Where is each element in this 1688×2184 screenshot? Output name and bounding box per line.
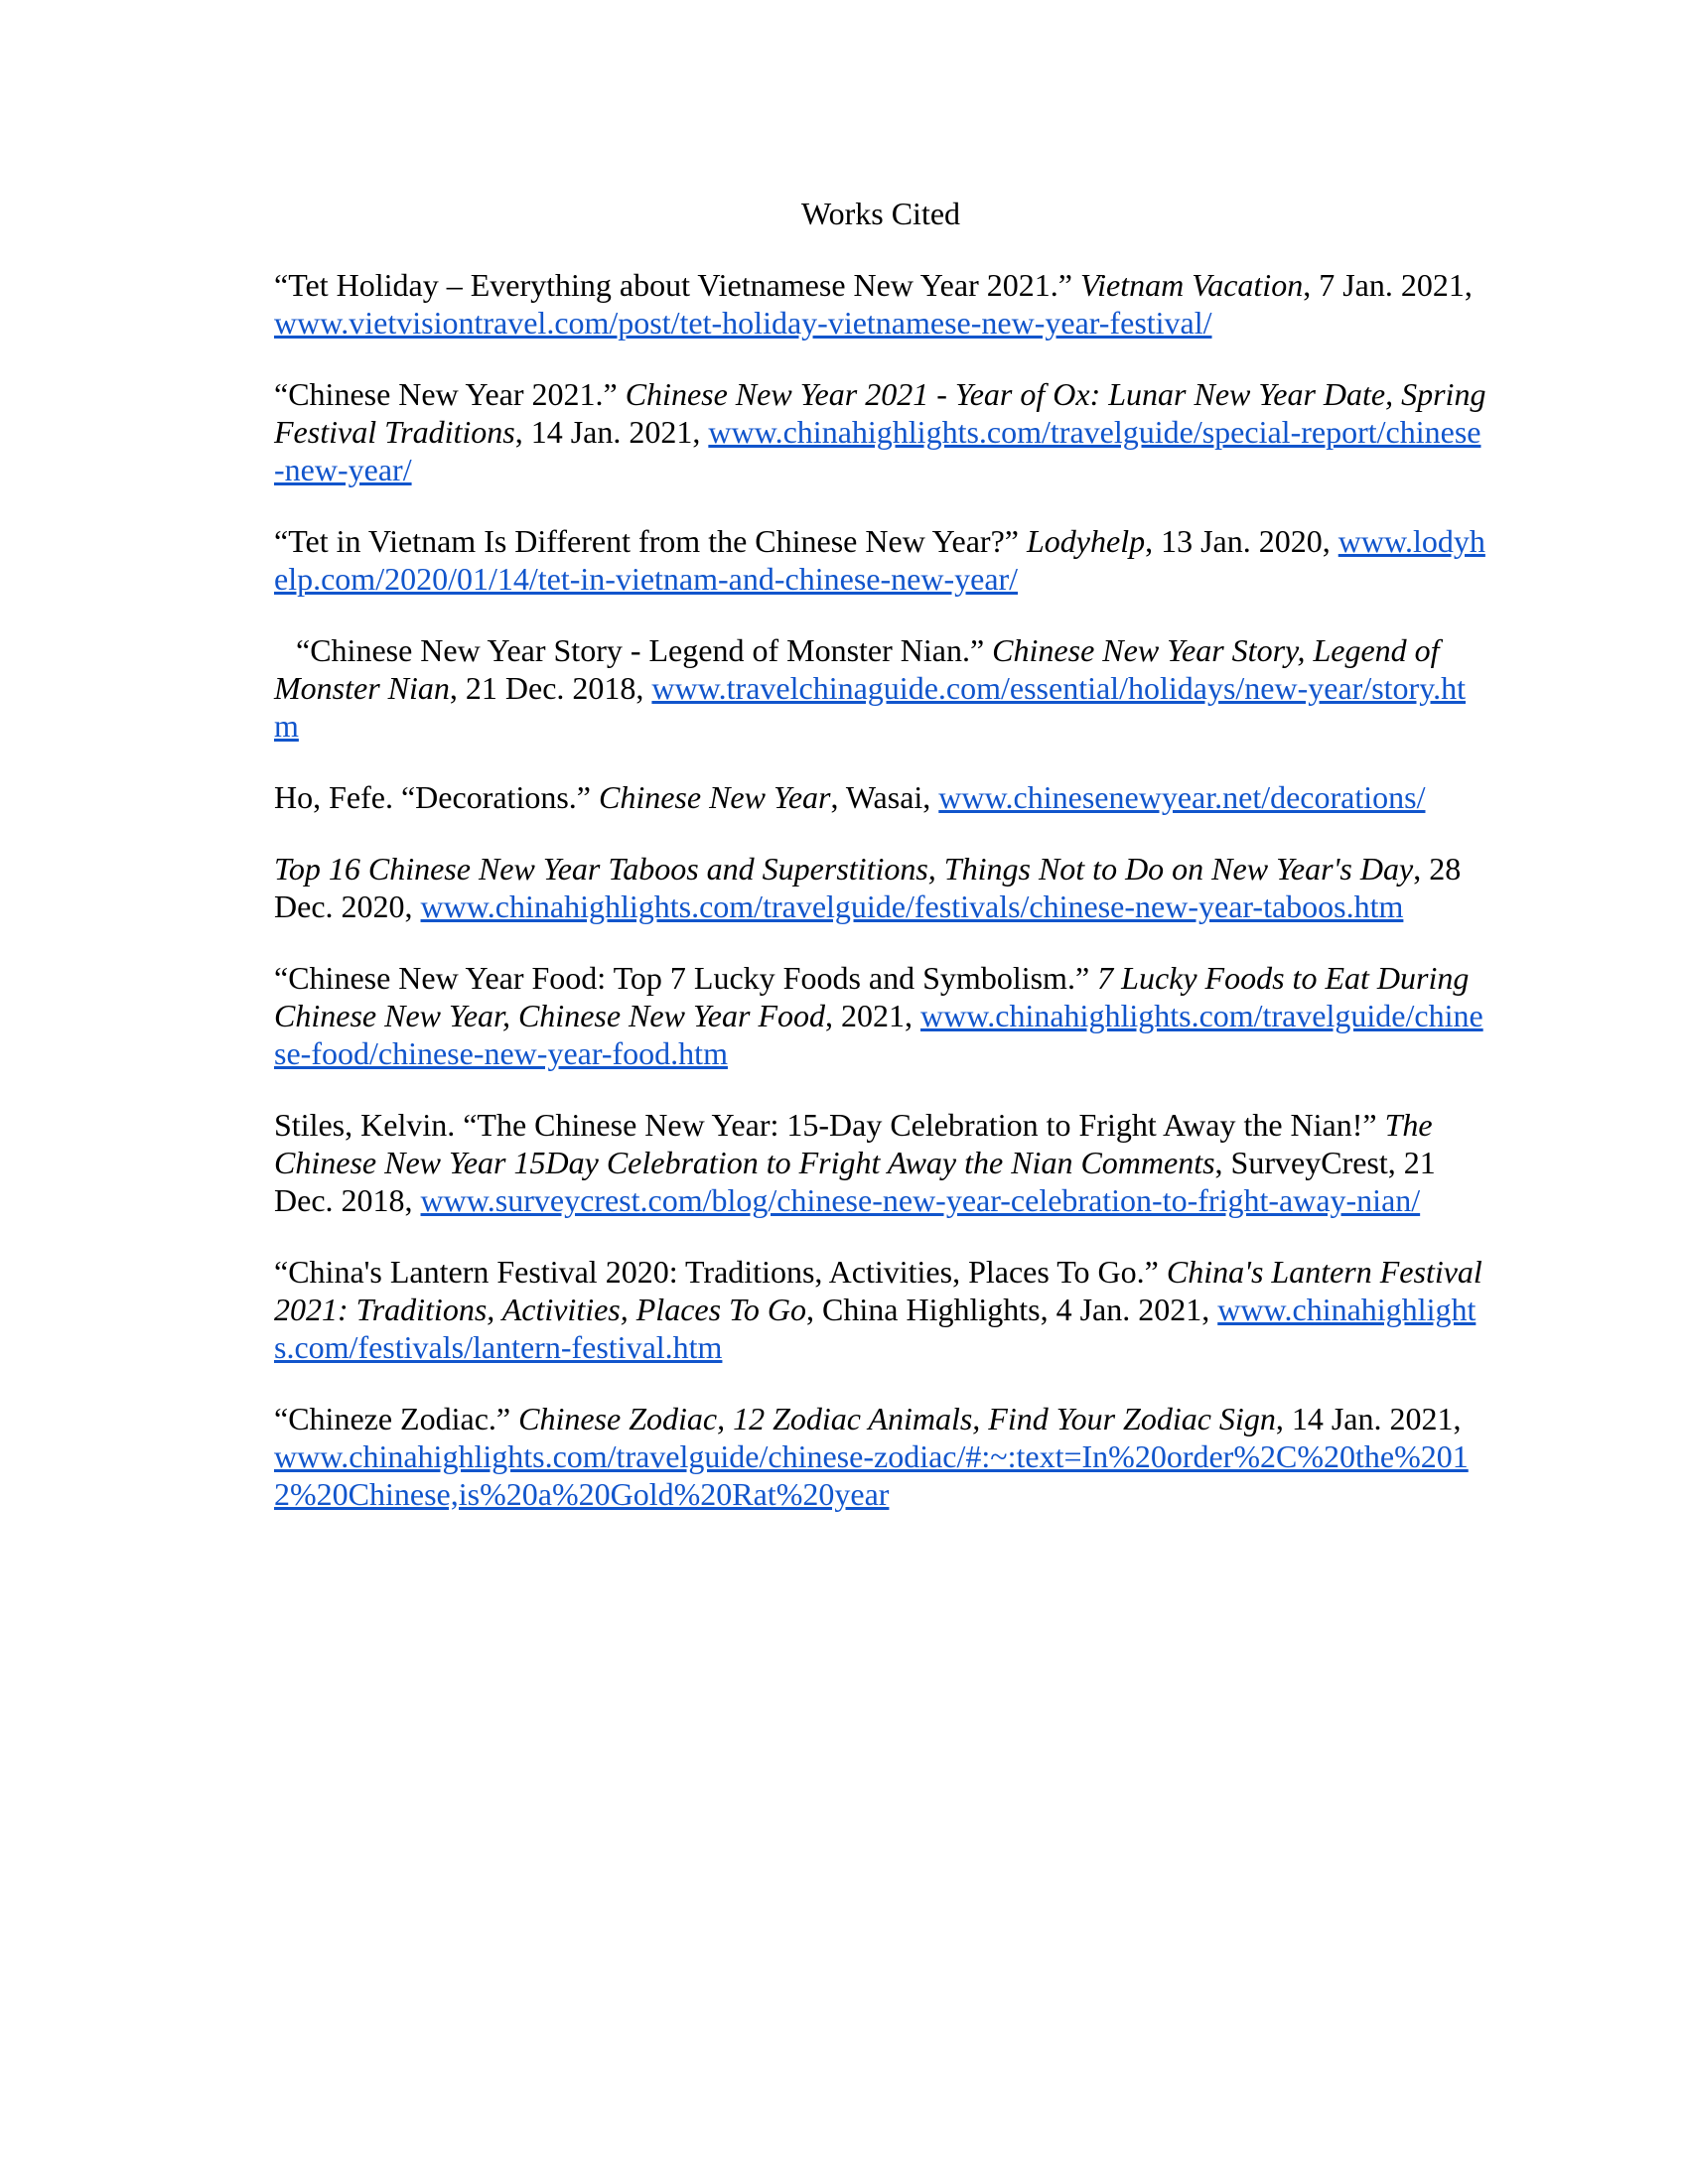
citation-details: , 14 Jan. 2021, (1275, 1401, 1462, 1436)
citation-link[interactable]: www.vietvisiontravel.com/post/tet-holiday-vietnamese-new-year-festival/ (274, 305, 1212, 341)
citation-entry-9 (274, 1253, 1487, 1366)
citation-text: “Tet Holiday – Everything about Vietnamese New Year 2021.” (274, 267, 1080, 303)
citation-details: , 13 Jan. 2020, (1145, 523, 1338, 559)
citation-text: “Chinese New Year Food: Top 7 Lucky Foods and Symbolism.” (274, 960, 1098, 996)
citation-link[interactable]: www.lodyhelp.com/2020/01/14/tet-in-vietnam-and-chinese-new-year/ (274, 523, 1485, 597)
citation-source: Chinese New Year Story, Legend of Monster Nian (274, 632, 1440, 706)
citation-details: , Wasai, (830, 779, 939, 815)
citation-source: The Chinese New Year 15Day Celebration to Fright Away the Nian Comments (274, 1107, 1433, 1180)
citation-link[interactable]: www.chinahighlights.com/travelguide/festivals/chinese-new-year-taboos.htm (420, 888, 1404, 924)
citation-source: Chinese New Year 2021 - Year of Ox: Lunar New Year Date, Spring Festival Traditions (274, 376, 1486, 450)
citation-entry-3 (274, 522, 1487, 598)
citation-source: Vietnam Vacation (1079, 267, 1304, 303)
citation-entry-8 (274, 1106, 1487, 1219)
citation-details: , 28 Dec. 2020, (274, 851, 1462, 924)
citation-entry-7 (274, 959, 1487, 1072)
citation-text: “Chinese New Year 2021.” (274, 376, 626, 412)
citation-text: Stiles, Kelvin. “The Chinese New Year: 15-Day Celebration to Fright Away the Nian!” (274, 1107, 1385, 1143)
citation-details: , 21 Dec. 2018, (449, 670, 652, 706)
citation-entry-2 (274, 375, 1487, 488)
citation-source: China's Lantern Festival 2021: Traditions, Activities, Places To Go (274, 1254, 1482, 1327)
citation-link[interactable]: www.chinahighlights.com/travelguide/chinese-zodiac/#:~:text=In%20order%2C%20the%2012%20Chinese,is%20a%20Gold%20Rat%20year (274, 1438, 1469, 1512)
citation-text: “Chineze Zodiac.” (274, 1401, 519, 1436)
citation-details: , 14 Jan. 2021, (514, 414, 709, 450)
citation-source: Chinese New Year (598, 779, 831, 815)
citation-link[interactable]: www.chinahighlights.com/travelguide/special-report/chinese-new-year/ (274, 414, 1481, 487)
citation-text: Ho, Fefe. “Decorations.” (274, 779, 599, 815)
citation-source: 7 Lucky Foods to Eat During Chinese New Year, Chinese New Year Food (274, 960, 1470, 1033)
citation-entry-6 (274, 850, 1487, 925)
citation-source: Chinese Zodiac, 12 Zodiac Animals, Find Your Zodiac Sign (518, 1401, 1276, 1436)
citation-link[interactable]: www.chinesenewyear.net/decorations/ (938, 779, 1426, 815)
citation-text: “China's Lantern Festival 2020: Traditions, Activities, Places To Go.” (274, 1254, 1167, 1290)
citation-link[interactable]: www.surveycrest.com/blog/chinese-new-year-celebration-to-fright-away-nian/ (420, 1182, 1421, 1218)
citation-source: Top 16 Chinese New Year Taboos and Superstitions, Things Not to Do on New Year's Day (274, 851, 1414, 887)
citation-source: Lodyhelp (1026, 523, 1146, 559)
citation-link[interactable]: www.chinahighlights.com/travelguide/chinese-food/chinese-new-year-food.htm (274, 998, 1483, 1071)
citation-text: “Chinese New Year Story - Legend of Monster Nian.” (296, 632, 993, 668)
citation-entry-4 (274, 631, 1487, 745)
citation-details: , 7 Jan. 2021, (1303, 267, 1473, 303)
citation-link[interactable]: www.travelchinaguide.com/essential/holidays/new-year/story.htm (274, 670, 1467, 744)
page-title: Works Cited (800, 196, 961, 231)
citation-entry-5 (274, 778, 1487, 816)
citation-link[interactable]: www.chinahighlights.com/festivals/lantern-festival.htm (274, 1292, 1477, 1365)
citation-details: , China Highlights, 4 Jan. 2021, (806, 1292, 1218, 1327)
citation-entry-1 (274, 266, 1487, 341)
citation-entry-10 (274, 1400, 1487, 1513)
works-cited-content (274, 195, 1487, 1547)
citation-details: , 2021, (825, 998, 920, 1033)
citation-text: “Tet in Vietnam Is Different from the Chinese New Year?” (274, 523, 1027, 559)
citation-details: , SurveyCrest, 21 Dec. 2018, (274, 1145, 1436, 1218)
